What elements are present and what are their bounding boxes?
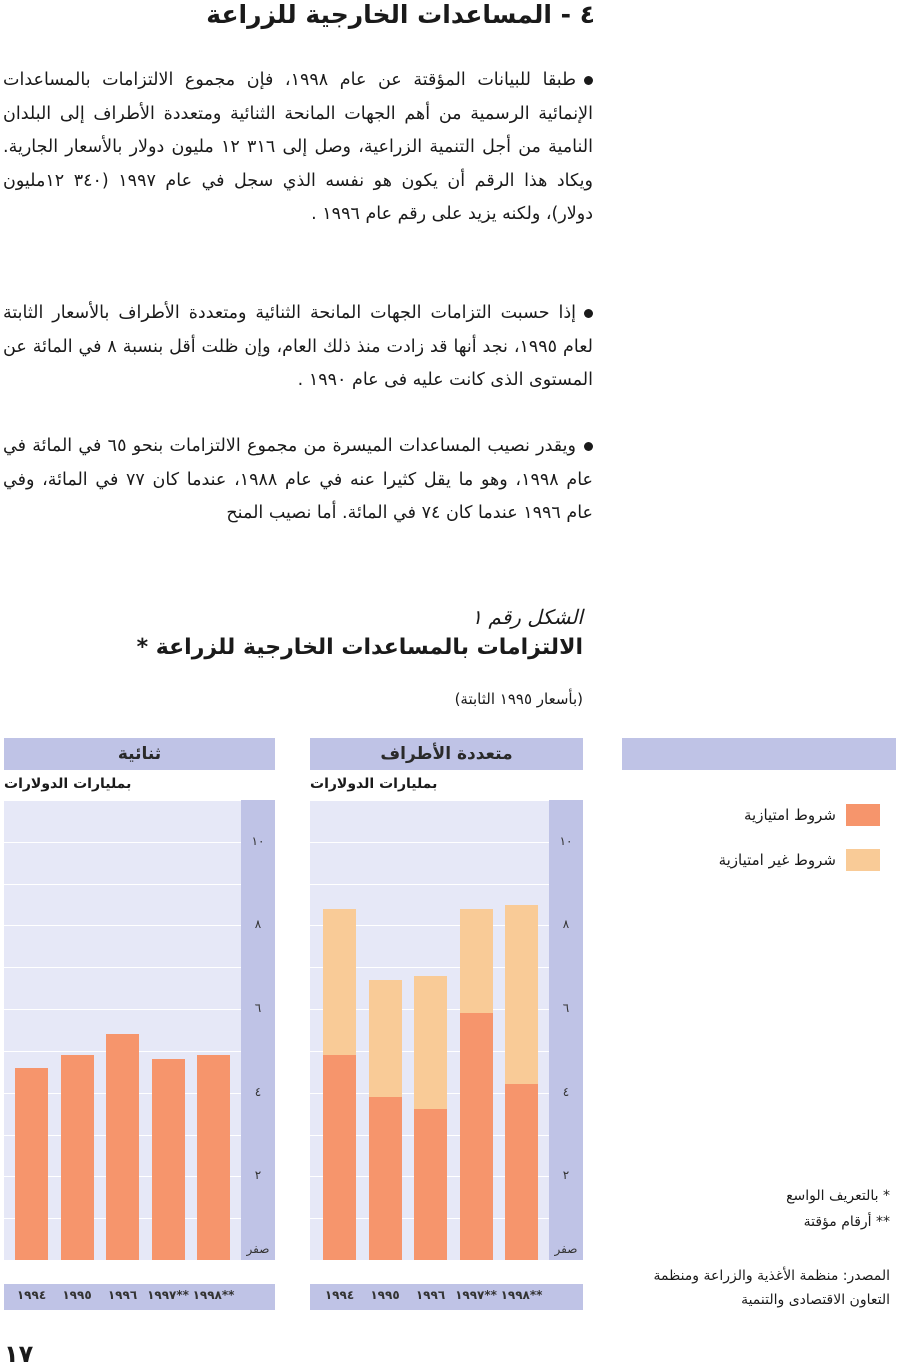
bilateral-panel-title: ثنائية	[4, 738, 275, 770]
multilateral-bar-non-concessional	[323, 909, 356, 1055]
bilateral-y-tick-label: ٦	[254, 1001, 262, 1016]
multilateral-y-tick-label: ٦	[562, 1001, 570, 1016]
paragraph-1-text: طبقا للبيانات المؤقتة عن عام ١٩٩٨، فإن مجموع الالتزامات بالمساعدات الإنمائية الرسمية من أهم الجهات المانحة الثنائية ومتعددة الأطراف إلى البلدان النامية من أجل التنمية الزراعية، وصل إلى ٣١٦ ١٢ مليون دولار بالأسعار الجارية. ويكاد هذا الرقم أن يكون هو نفسه الذي سجل في عام ١٩٩٧ (٣٤٠ ١٢مليون دولار)، ولكنه يزيد على رقم عام ١٩٩٦ .	[3, 70, 594, 224]
footnote-provisional: ** أرقام مؤقتة	[803, 1214, 890, 1230]
multilateral-bar-non-concessional	[369, 980, 402, 1097]
bilateral-gridline	[4, 967, 241, 968]
bilateral-gridline	[4, 884, 241, 885]
multilateral-x-tick-label: ١٩٩٧**	[455, 1288, 497, 1302]
bilateral-x-tick-label: ١٩٩٦	[107, 1288, 138, 1302]
bullet-icon	[584, 309, 593, 318]
multilateral-bar-non-concessional	[414, 976, 447, 1110]
bilateral-bar-concessional	[152, 1059, 185, 1260]
multilateral-y-tick-label: ٨	[562, 917, 570, 932]
bilateral-gridline	[4, 800, 241, 801]
legend-swatch-concessional	[846, 804, 880, 826]
multilateral-gridline	[310, 800, 549, 801]
footnote-broad-definition: * بالتعريف الواسع	[786, 1188, 890, 1204]
paragraph-3-text: ويقدر نصيب المساعدات الميسرة من مجموع الالتزامات بنحو ٦٥ في المائة في عام ١٩٩٨، وهو ما يقل كثيرا عنه في عام ١٩٨٨، عندما كان ٧٧ في المائة، وفي عام ١٩٩٦ عندما كان ٧٤ في المائة. أما نصيب المنح	[3, 436, 593, 523]
bilateral-x-tick-label: ١٩٩٤	[16, 1288, 47, 1302]
legend-label-concessional: شروط امتيازية	[743, 806, 836, 824]
bilateral-gridline	[4, 1009, 241, 1010]
bullet-icon	[584, 442, 593, 451]
bilateral-y-tick-label: صفر	[246, 1242, 270, 1256]
legend-label-non-concessional: شروط غير امتيازية	[718, 851, 836, 869]
bilateral-bar-concessional	[106, 1034, 139, 1260]
multilateral-gridline	[310, 842, 549, 843]
multilateral-bar-concessional	[369, 1097, 402, 1260]
page-number: ١٧	[4, 1340, 34, 1368]
multilateral-y-tick-label: صفر	[554, 1242, 578, 1256]
multilateral-x-tick-label: ١٩٩٥	[370, 1288, 400, 1302]
multilateral-panel-title: متعددة الأطراف	[310, 738, 583, 770]
legend-item-non-concessional	[719, 849, 880, 871]
figure-note: (بأسعار ١٩٩٥ الثابتة)	[454, 690, 583, 708]
bilateral-x-tick-label: ١٩٩٨**	[192, 1288, 235, 1302]
bilateral-bar-concessional	[61, 1055, 94, 1260]
multilateral-y-tick-label: ١٠	[559, 833, 573, 848]
multilateral-bar-non-concessional	[505, 905, 538, 1085]
multilateral-gridline	[310, 884, 549, 885]
bilateral-bar-concessional	[15, 1068, 48, 1260]
bullet-icon	[584, 76, 593, 85]
multilateral-x-tick-label: ١٩٩٨**	[500, 1288, 543, 1302]
bilateral-unit-label: بمليارات الدولارات	[4, 776, 132, 792]
bilateral-y-tick-label: ٤	[254, 1084, 262, 1099]
figure-number: الشكل رقم ١	[471, 605, 583, 629]
multilateral-bar-concessional	[323, 1055, 356, 1260]
multilateral-x-tick-label: ١٩٩٤	[324, 1288, 355, 1302]
source-note: المصدر: منظمة الأغذية والزراعة ومنظمة التعاون الاقتصادى والتنمية	[653, 1268, 890, 1308]
bilateral-y-tick-label: ٨	[254, 917, 262, 932]
figure-title: الالتزامات بالمساعدات الخارجية للزراعة *	[136, 635, 583, 660]
paragraph-3	[3, 430, 593, 531]
multilateral-y-axis-strip	[549, 800, 583, 1260]
paragraph-2-text: إذا حسبت التزامات الجهات المانحة الثنائية ومتعددة الأطراف بالأسعار الثابتة لعام ١٩٩٥، نجد أنها قد زادت منذ ذلك العام، وإن ظلت أقل بنسبة ٨ في المائة عن المستوى الذى كانت عليه فى عام ١٩٩٠ .	[3, 303, 593, 390]
bilateral-y-tick-label: ٢	[254, 1168, 262, 1183]
bilateral-x-tick-label: ١٩٩٥	[62, 1288, 92, 1302]
bilateral-y-tick-label: ١٠	[251, 833, 265, 848]
legend-header-strip	[622, 738, 896, 770]
multilateral-bar-non-concessional	[460, 909, 493, 1014]
multilateral-bar-concessional	[505, 1084, 538, 1260]
figure-caption	[137, 602, 583, 664]
paragraph-2	[3, 297, 593, 398]
legend-item-concessional	[744, 804, 880, 826]
bilateral-gridline	[4, 925, 241, 926]
multilateral-unit-label: بمليارات الدولارات	[310, 776, 438, 792]
multilateral-y-tick-label: ٤	[562, 1084, 570, 1099]
multilateral-bar-concessional	[414, 1109, 447, 1260]
bilateral-x-tick-label: ١٩٩٧**	[147, 1288, 189, 1302]
paragraph-1	[3, 64, 593, 232]
multilateral-y-tick-label: ٢	[562, 1168, 570, 1183]
section-heading: ٤ - المساعدات الخارجية للزراعة	[206, 0, 595, 29]
legend-swatch-non-concessional	[846, 849, 880, 871]
bilateral-gridline	[4, 842, 241, 843]
multilateral-x-tick-label: ١٩٩٦	[415, 1288, 446, 1302]
bilateral-bar-concessional	[197, 1055, 230, 1260]
bilateral-y-axis-strip	[241, 800, 275, 1260]
multilateral-bar-concessional	[460, 1013, 493, 1260]
